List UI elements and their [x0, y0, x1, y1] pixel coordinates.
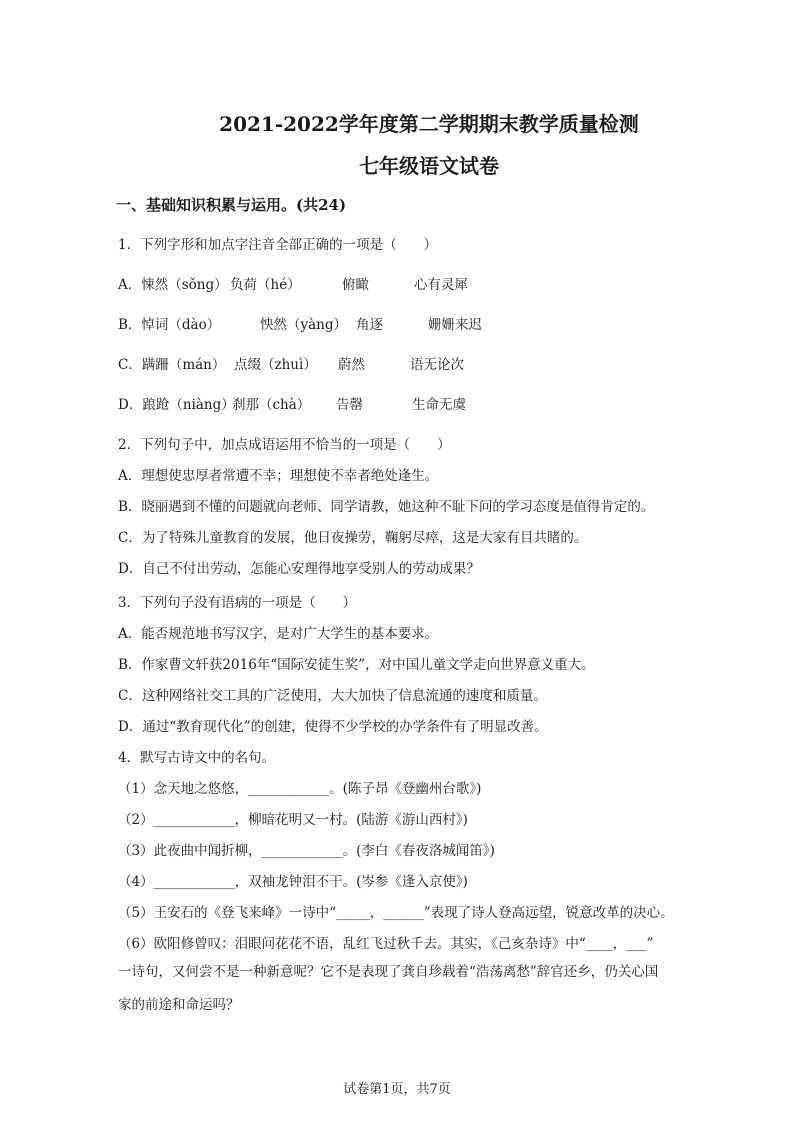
option-cell: 角逐: [356, 317, 383, 333]
question-2-option-d: D．自己不付出劳动，怎能心安理得地享受别人的劳动成果？: [118, 561, 480, 577]
page-footer: 试卷第1页，共7页: [343, 1082, 451, 1097]
question-4-item-3: （3）此夜曲中闻折柳，____________。(李白《春夜洛城闻笛》): [118, 843, 495, 859]
question-1-option-a: [118, 275, 734, 295]
option-cell: A．悚然（sǒng）: [118, 277, 228, 293]
question-4-item-4: （4）____________，双袖龙钟泪不干。(岑参《逢入京使》): [118, 874, 468, 890]
question-3-option-d: D．通过“教育现代化”的创建，使得不少学校的办学条件有了明显改善。: [118, 719, 548, 735]
question-2-option-a: A．理想使忠厚者常遭不幸；理想使不幸者绝处逢生。: [118, 468, 439, 484]
question-3-stem: 3．下列句子没有语病的一项是（ ）: [118, 595, 357, 611]
option-cell: 俯瞰: [342, 277, 369, 293]
question-4-item-6-line-1: （6）欧阳修曾叹：泪眼问花花不语，乱红飞过秋千去。其实，《己亥杂诗》中“____，___”: [118, 936, 654, 952]
question-4-item-1: （1）念天地之悠悠，____________。(陈子昂《登幽州台歌》): [118, 781, 482, 797]
exam-title: 2021-2022学年度第二学期期末教学质量检测: [219, 112, 639, 136]
option-cell: 点缀（zhuì）: [234, 357, 317, 373]
option-cell: D．踉跄（niàng）: [118, 397, 235, 413]
question-4-item-6-line-2: 一诗句，又何尝不是一种新意呢？它不是表现了龚自珍载着“浩荡离愁”辞官还乡，仍关心国: [118, 964, 659, 980]
question-4-item-2: （2）____________，柳暗花明又一村。(陆游《游山西村》): [118, 812, 468, 828]
section-heading: 一、基础知识积累与运用。(共24): [116, 196, 347, 214]
option-cell: 刹那（chà）: [232, 397, 311, 413]
option-cell: 蔚然: [338, 357, 365, 373]
question-1-option-c: [118, 355, 734, 375]
option-cell: 负荷（hé）: [230, 277, 301, 293]
question-1-option-b: [118, 315, 734, 335]
option-cell: 姗姗来迟: [428, 317, 482, 333]
question-4-item-6-line-3: 家的前途和命运吗？: [118, 997, 240, 1013]
question-1-option-d: [118, 395, 734, 415]
exam-subtitle: 七年级语文试卷: [359, 154, 499, 178]
option-cell: 生命无虞: [412, 397, 466, 413]
question-2-stem: 2．下列句子中，加点成语运用不恰当的一项是（ ）: [118, 437, 451, 453]
question-4-item-5: （5）王安石的《登飞来峰》一诗中“_____，______”表现了诗人登高远望，锐意改革的决心。: [118, 905, 674, 921]
question-3-option-c: C．这种网络社交工具的广泛使用，大大加快了信息流通的速度和质量。: [118, 688, 547, 704]
option-cell: 语无论次: [410, 357, 464, 373]
question-2-option-b: B．晓丽遇到不懂的问题就向老师、同学请教，她这种不耻下问的学习态度是值得肯定的。: [118, 499, 655, 515]
question-2-option-c: C．为了特殊儿童教育的发展，他日夜操劳，鞠躬尽瘁，这是大家有目共睹的。: [118, 530, 588, 546]
question-4-stem: 4．默写古诗文中的名句。: [118, 750, 276, 766]
option-cell: B．悼词（dào）: [118, 317, 221, 333]
question-3-option-b: B．作家曹文轩获2016年“国际安徒生奖”，对中国儿童文学走向世界意义重大。: [118, 657, 595, 673]
option-cell: 告罄: [336, 397, 363, 413]
question-3-option-a: A．能否规范地书写汉字，是对广大学生的基本要求。: [118, 626, 439, 642]
option-cell: 怏然（yàng）: [260, 317, 348, 333]
option-cell: C．蹒跚（mán）: [118, 357, 226, 373]
question-1-stem: 1．下列字形和加点字注音全部正确的一项是（ ）: [118, 237, 438, 253]
option-cell: 心有灵犀: [414, 277, 468, 293]
